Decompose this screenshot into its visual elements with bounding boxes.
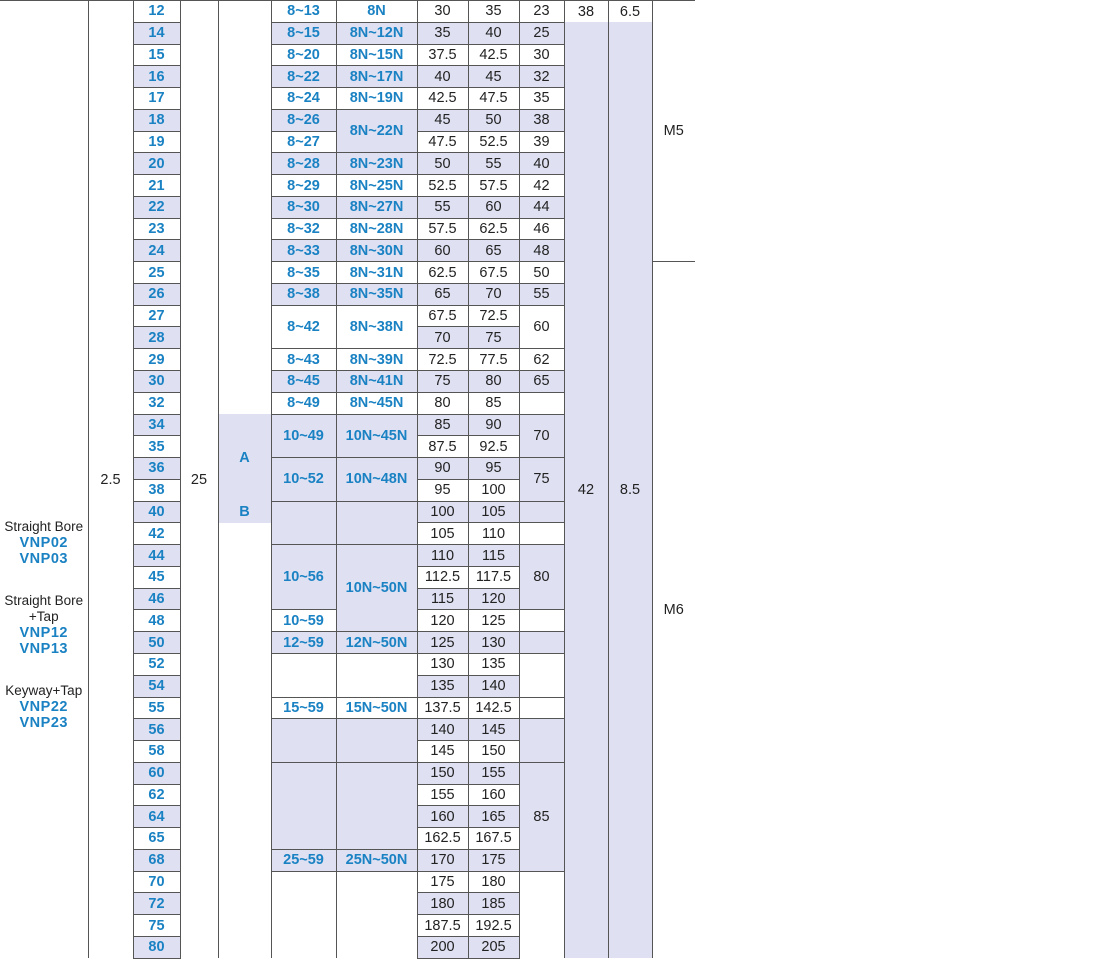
bore-range-cell: 8~38 [271,283,336,305]
dimension-b-cell: 205 [468,936,519,958]
keyway-range-cell: 10N~50N [336,545,417,632]
dimension-b-cell: 52.5 [468,131,519,153]
dimension-b-cell: 90 [468,414,519,436]
bore-range-cell: 8~26 [271,109,336,131]
type-cell: A [218,414,271,501]
size-cell: 38 [133,479,180,501]
size-cell: 36 [133,458,180,480]
type-cell [218,1,271,415]
dimension-a-cell: 130 [417,653,468,675]
size-cell: 30 [133,371,180,393]
dimension-a-cell: 42.5 [417,88,468,110]
dimension-c-cell [519,653,564,697]
dimension-b-cell: 65 [468,240,519,262]
dimension-a-cell: 37.5 [417,44,468,66]
size-cell: 35 [133,436,180,458]
size-cell: 15 [133,44,180,66]
legend-gap [0,567,88,593]
keyway-range-cell: 8N~38N [336,305,417,349]
dimension-e-cell: 6.5 [608,1,652,23]
dimension-b-cell: 180 [468,871,519,893]
size-cell: 52 [133,653,180,675]
dimension-b-cell: 135 [468,653,519,675]
keyway-range-cell: 10N~45N [336,414,417,458]
dimension-c-cell [519,610,564,632]
bore-range-cell: 8~32 [271,218,336,240]
size-cell: 42 [133,523,180,545]
size-cell: 14 [133,22,180,44]
keyway-range-cell: 8N~22N [336,109,417,153]
legend-code: VNP22 [19,698,68,715]
keyway-range-cell: 8N~28N [336,218,417,240]
dimension-a-cell: 110 [417,545,468,567]
bore-range-cell: 8~15 [271,22,336,44]
dimension-b-cell: 60 [468,196,519,218]
size-cell: 68 [133,849,180,871]
dimension-a-cell: 150 [417,762,468,784]
keyway-range-cell [336,871,417,958]
dimension-b-cell: 45 [468,66,519,88]
bore-range-cell: 8~30 [271,196,336,218]
size-cell: 46 [133,588,180,610]
dimension-b-cell: 95 [468,458,519,480]
size-cell: 70 [133,871,180,893]
size-cell: 62 [133,784,180,806]
keyway-range-cell: 15N~50N [336,697,417,719]
size-cell: 58 [133,741,180,763]
keyway-range-cell: 8N~12N [336,22,417,44]
dimension-c-cell [519,392,564,414]
dimension-b-cell: 117.5 [468,566,519,588]
size-cell: 16 [133,66,180,88]
series-legend [0,1,88,959]
keyway-range-cell: 8N~35N [336,283,417,305]
dimension-c-cell: 85 [519,762,564,871]
dimension-a-cell: 72.5 [417,349,468,371]
size-cell: 54 [133,675,180,697]
dimension-a-cell: 50 [417,153,468,175]
legend-label: Straight Bore [4,518,84,534]
dimension-b-cell: 155 [468,762,519,784]
size-cell: 64 [133,806,180,828]
legend-box [0,229,88,731]
dimension-a-cell: 120 [417,610,468,632]
size-cell: 24 [133,240,180,262]
size-cell: 50 [133,632,180,654]
keyway-range-cell: 12N~50N [336,632,417,654]
legend-code: VNP23 [19,714,68,731]
dimension-c-cell [519,523,564,545]
module-value: 2.5 [88,1,133,959]
dimension-b-cell: 50 [468,109,519,131]
dimension-a-cell: 30 [417,1,468,23]
dimension-d-cell: 42 [564,22,608,958]
dimension-b-cell: 85 [468,392,519,414]
dimension-c-cell [519,697,564,719]
dimension-b-cell: 77.5 [468,349,519,371]
keyway-range-cell: 8N~15N [336,44,417,66]
size-cell: 20 [133,153,180,175]
dimension-c-cell: 48 [519,240,564,262]
bore-range-cell: 8~45 [271,371,336,393]
bore-range-cell: 25~59 [271,849,336,871]
dimension-b-cell: 55 [468,153,519,175]
dimension-c-cell: 25 [519,22,564,44]
bore-range-cell: 12~59 [271,632,336,654]
dimension-c-cell: 42 [519,175,564,197]
dimension-a-cell: 160 [417,806,468,828]
dimension-a-cell: 90 [417,458,468,480]
dimension-c-cell: 38 [519,109,564,131]
dimension-d-cell: 38 [564,1,608,23]
dimension-a-cell: 55 [417,196,468,218]
legend-code: VNP02 [19,534,68,551]
bore-range-cell [271,501,336,545]
bore-range-cell: 10~49 [271,414,336,458]
dimension-b-cell: 42.5 [468,44,519,66]
dimension-a-cell: 145 [417,741,468,763]
size-cell: 25 [133,262,180,284]
dimension-b-cell: 75 [468,327,519,349]
dimension-c-cell [519,632,564,654]
size-cell: 18 [133,109,180,131]
dimension-c-cell: 44 [519,196,564,218]
dimension-a-cell: 52.5 [417,175,468,197]
size-cell: 60 [133,762,180,784]
size-cell: 65 [133,828,180,850]
dimension-b-cell: 145 [468,719,519,741]
bore-range-cell: 8~29 [271,175,336,197]
dimension-a-cell: 47.5 [417,131,468,153]
type-cell [218,523,271,958]
dimension-b-cell: 35 [468,1,519,23]
keyway-range-cell: 8N~27N [336,196,417,218]
size-cell: 22 [133,196,180,218]
size-cell: 19 [133,131,180,153]
dimension-a-cell: 137.5 [417,697,468,719]
dimension-c-cell: 60 [519,305,564,349]
dimension-b-cell: 110 [468,523,519,545]
dimension-c-cell: 70 [519,414,564,458]
dimension-a-cell: 87.5 [417,436,468,458]
keyway-range-cell: 8N~30N [336,240,417,262]
dimension-c-cell [519,871,564,958]
dimension-a-cell: 80 [417,392,468,414]
keyway-range-cell: 8N~17N [336,66,417,88]
size-cell: 17 [133,88,180,110]
size-cell: 23 [133,218,180,240]
dimension-c-cell: 23 [519,1,564,23]
legend-label: Straight Bore [4,592,84,608]
dimension-e-cell: 8.5 [608,22,652,958]
dimension-a-cell: 75 [417,371,468,393]
dimension-a-cell: 140 [417,719,468,741]
dimension-b-cell: 160 [468,784,519,806]
keyway-range-cell: 8N [336,1,417,23]
dimension-b-cell: 92.5 [468,436,519,458]
size-cell: 34 [133,414,180,436]
dimension-a-cell: 60 [417,240,468,262]
dimension-a-cell: 62.5 [417,262,468,284]
dimension-b-cell: 67.5 [468,262,519,284]
bore-range-cell: 8~22 [271,66,336,88]
dimension-b-cell: 167.5 [468,828,519,850]
dimension-c-cell: 62 [519,349,564,371]
size-cell: 44 [133,545,180,567]
keyway-range-cell [336,501,417,545]
screw-size-cell: M5 [652,1,695,262]
bore-range-cell: 8~43 [271,349,336,371]
width-value: 25 [180,1,218,959]
dimension-c-cell: 30 [519,44,564,66]
dimension-c-cell: 32 [519,66,564,88]
table-row [0,1,695,23]
dimension-a-cell: 65 [417,283,468,305]
size-cell: 55 [133,697,180,719]
dimension-b-cell: 125 [468,610,519,632]
bore-range-cell [271,719,336,763]
dimension-b-cell: 120 [468,588,519,610]
size-cell: 72 [133,893,180,915]
size-cell: 26 [133,283,180,305]
dimension-b-cell: 185 [468,893,519,915]
size-cell: 29 [133,349,180,371]
keyway-range-cell: 10N~48N [336,458,417,502]
keyway-range-cell: 8N~23N [336,153,417,175]
legend-label: Keyway+Tap [5,682,83,698]
legend-code: VNP12 [19,624,68,641]
dimension-a-cell: 155 [417,784,468,806]
dimension-b-cell: 115 [468,545,519,567]
dimension-b-cell: 57.5 [468,175,519,197]
legend-gap [0,657,88,683]
dimension-c-cell: 75 [519,458,564,502]
dimension-a-cell: 85 [417,414,468,436]
dimension-b-cell: 142.5 [468,697,519,719]
dimension-c-cell: 40 [519,153,564,175]
bore-range-cell: 15~59 [271,697,336,719]
keyway-range-cell: 25N~50N [336,849,417,871]
bore-range-cell: 8~28 [271,153,336,175]
size-cell: 48 [133,610,180,632]
dimension-b-cell: 150 [468,741,519,763]
keyway-range-cell: 8N~31N [336,262,417,284]
keyway-range-cell: 8N~39N [336,349,417,371]
bore-range-cell [271,871,336,958]
dimension-b-cell: 72.5 [468,305,519,327]
dimension-b-cell: 175 [468,849,519,871]
bore-range-cell [271,653,336,697]
keyway-range-cell [336,653,417,697]
legend-code: VNP13 [19,640,68,657]
dimension-c-cell: 46 [519,218,564,240]
size-cell: 21 [133,175,180,197]
dimension-b-cell: 80 [468,371,519,393]
bore-range-cell: 10~59 [271,610,336,632]
bore-range-cell: 8~27 [271,131,336,153]
size-cell: 40 [133,501,180,523]
type-cell: B [218,501,271,523]
dimension-a-cell: 162.5 [417,828,468,850]
dimension-c-cell: 55 [519,283,564,305]
keyway-range-cell [336,719,417,763]
bore-range-cell: 8~42 [271,305,336,349]
dimension-b-cell: 47.5 [468,88,519,110]
dimension-c-cell: 50 [519,262,564,284]
size-cell: 80 [133,936,180,958]
dimension-a-cell: 180 [417,893,468,915]
size-cell: 32 [133,392,180,414]
size-cell: 56 [133,719,180,741]
legend-label: +Tap [28,608,59,624]
bore-range-cell [271,762,336,849]
dimension-b-cell: 192.5 [468,915,519,937]
keyway-range-cell: 8N~41N [336,371,417,393]
dimension-c-cell [519,501,564,523]
dimension-b-cell: 140 [468,675,519,697]
legend-code: VNP03 [19,550,68,567]
size-cell: 27 [133,305,180,327]
dimension-a-cell: 35 [417,22,468,44]
dimension-c-cell [519,719,564,763]
dimension-b-cell: 62.5 [468,218,519,240]
dimension-b-cell: 105 [468,501,519,523]
dimension-a-cell: 200 [417,936,468,958]
dimension-a-cell: 170 [417,849,468,871]
bore-range-cell: 10~56 [271,545,336,610]
dimension-a-cell: 135 [417,675,468,697]
dimension-b-cell: 70 [468,283,519,305]
screw-size-cell: M6 [652,262,695,959]
size-cell: 75 [133,915,180,937]
keyway-range-cell: 8N~25N [336,175,417,197]
dimension-a-cell: 105 [417,523,468,545]
dimension-a-cell: 100 [417,501,468,523]
dimension-c-cell: 39 [519,131,564,153]
dimension-b-cell: 165 [468,806,519,828]
size-cell: 12 [133,1,180,23]
bore-range-cell: 10~52 [271,458,336,502]
bore-range-cell: 8~33 [271,240,336,262]
dimension-a-cell: 40 [417,66,468,88]
dimension-b-cell: 130 [468,632,519,654]
dimension-c-cell: 35 [519,88,564,110]
keyway-range-cell [336,762,417,849]
dimension-a-cell: 67.5 [417,305,468,327]
dimension-a-cell: 70 [417,327,468,349]
bore-range-cell: 8~35 [271,262,336,284]
dimension-a-cell: 95 [417,479,468,501]
dimension-a-cell: 45 [417,109,468,131]
dimension-a-cell: 112.5 [417,566,468,588]
dimension-c-cell: 80 [519,545,564,610]
dimension-a-cell: 115 [417,588,468,610]
bore-range-cell: 8~13 [271,1,336,23]
keyway-range-cell: 8N~45N [336,392,417,414]
dimension-a-cell: 125 [417,632,468,654]
bore-range-cell: 8~24 [271,88,336,110]
dimension-b-cell: 40 [468,22,519,44]
size-cell: 28 [133,327,180,349]
bore-range-cell: 8~20 [271,44,336,66]
dimension-a-cell: 187.5 [417,915,468,937]
bore-range-cell: 8~49 [271,392,336,414]
dimension-a-cell: 57.5 [417,218,468,240]
dimension-c-cell: 65 [519,371,564,393]
keyway-range-cell: 8N~19N [336,88,417,110]
dimension-b-cell: 100 [468,479,519,501]
dimension-a-cell: 175 [417,871,468,893]
size-cell: 45 [133,566,180,588]
